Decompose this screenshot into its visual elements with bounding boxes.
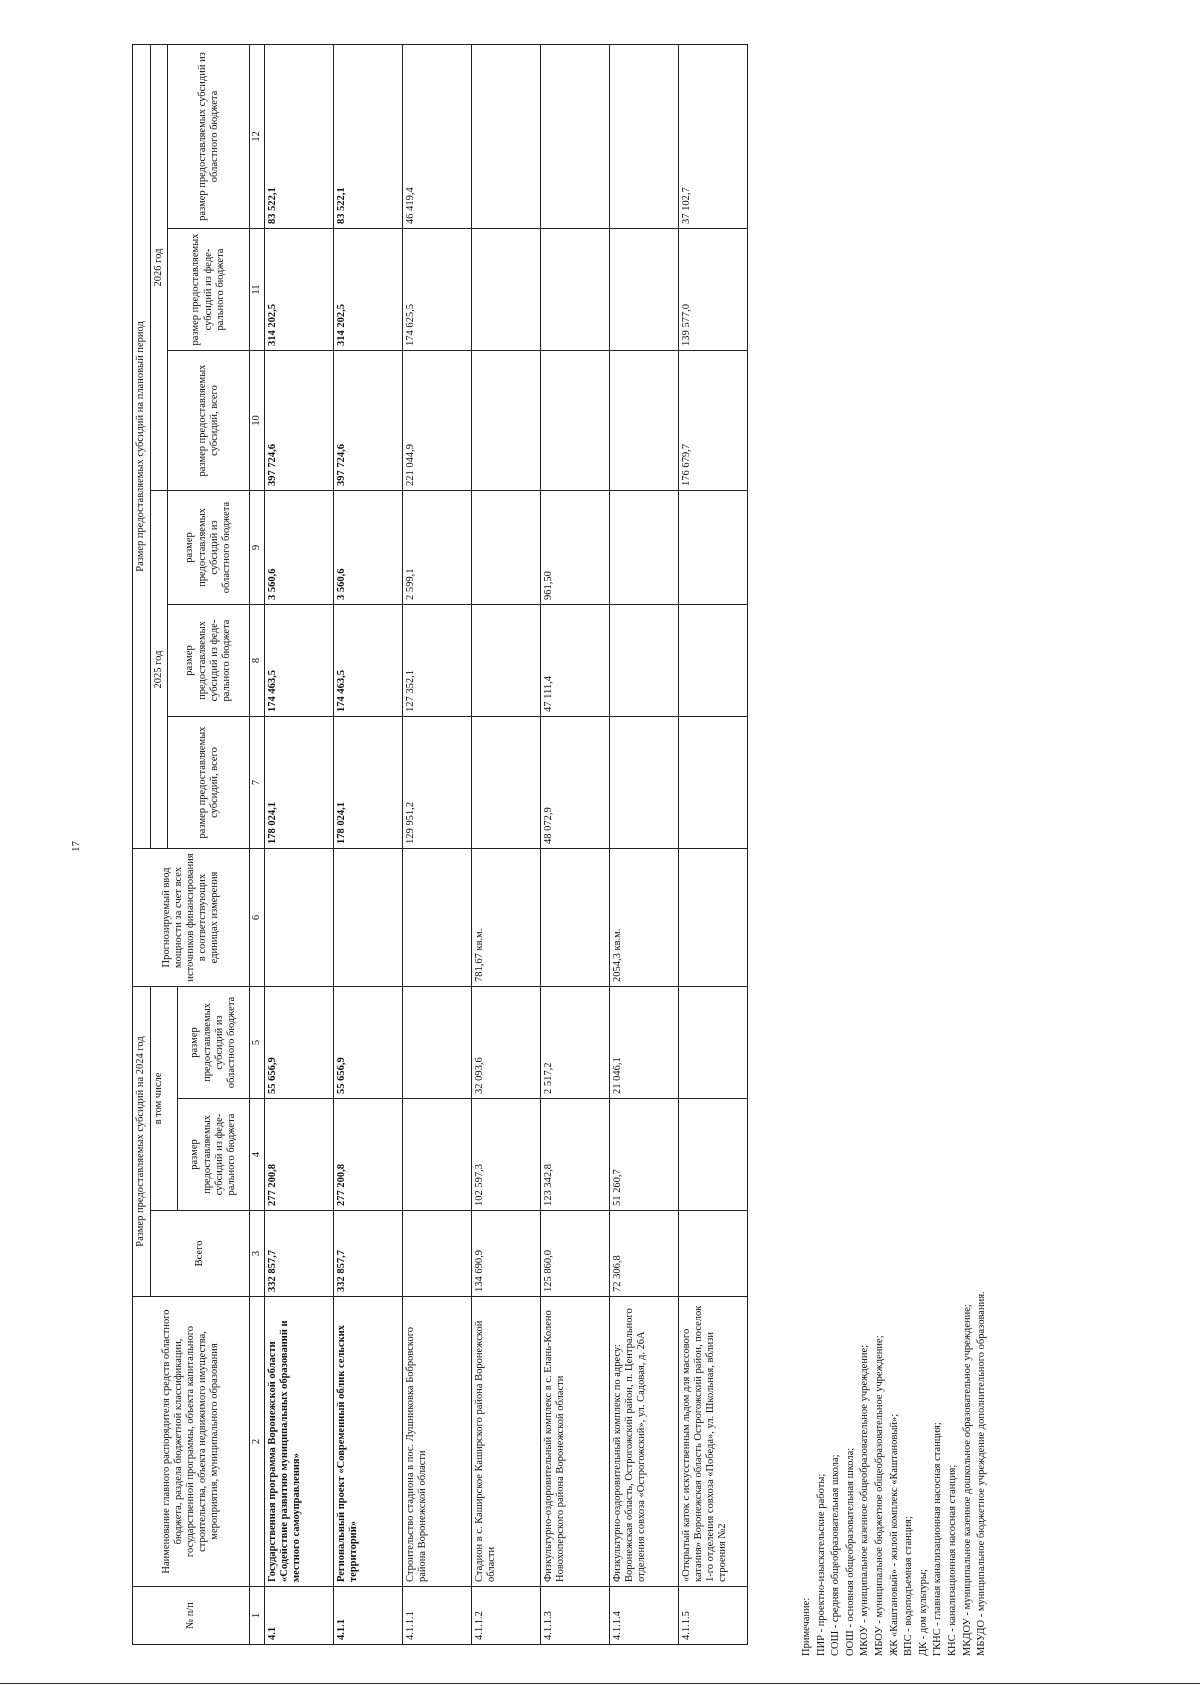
cell-obl-2025: [610, 491, 679, 605]
cell-fed-2025: [679, 605, 748, 717]
note-item: ООШ - основная общеобразовательная школа;: [844, 1447, 856, 1656]
row-num: 4.1: [265, 1587, 334, 1645]
header-2026-total: размер предоставляемых субсидий, всего: [168, 351, 250, 491]
cell-fed-2024: 277 200,8: [265, 1099, 334, 1211]
cell-fed-2024: [403, 1099, 472, 1211]
cell-total-2025: 178 024,1: [334, 717, 403, 849]
cell-total-2025: [472, 717, 541, 849]
row-num: 4.1.1.2: [472, 1587, 541, 1645]
table-row: [265, 44, 334, 1644]
header-2025-obl: размер предоставляемых субсидий из областного бюджета: [168, 491, 250, 605]
row-name: Физкультурно-оздоровительный комплекс в с. Елань-Колено Новохоперского района Воронежской области: [541, 1297, 610, 1587]
cell-obl-2025: 961,50: [541, 491, 610, 605]
row-num: 4.1.1.5: [679, 1587, 748, 1645]
cell-obl-2024: 2 517,2: [541, 987, 610, 1099]
header-name: Наименование главного распорядителя средств областного бюджета, раздела бюджетной классификации, государственной программы, объекта капитального строительства, объекта недвижимого имущества, мероприятия, муниципального образования: [133, 1297, 250, 1587]
col-number: 6: [250, 849, 265, 987]
note-item: ПИР - проектно-изыскательские работы;: [815, 1473, 827, 1656]
col-number: 10: [250, 351, 265, 491]
header-including: в том числе: [151, 987, 178, 1211]
cell-fed-2025: 174 463,5: [265, 605, 334, 717]
table-row: [472, 44, 541, 1644]
cell-total-2024: 134 690,9: [472, 1211, 541, 1297]
cell-fed-2026: [541, 229, 610, 351]
cell-capacity: [679, 849, 748, 987]
table-row: [610, 44, 679, 1644]
header-2026-fed: размер предоставляемых субсидий из феде-рального бюджета: [168, 229, 250, 351]
row-num: 4.1.1.3: [541, 1587, 610, 1645]
page-number: 17: [70, 841, 82, 852]
cell-total-2025: 48 072,9: [541, 717, 610, 849]
cell-fed-2024: 277 200,8: [334, 1099, 403, 1211]
note-item: ВПС - водоподъемная станция;: [903, 1516, 915, 1656]
cell-obl-2025: [472, 491, 541, 605]
col-number: 3: [250, 1211, 265, 1297]
cell-capacity: [334, 849, 403, 987]
notes-title: Примечание:: [801, 1597, 812, 1656]
cell-total-2024: 332 857,7: [265, 1211, 334, 1297]
cell-fed-2024: 51 260,7: [610, 1099, 679, 1211]
col-number: 1: [250, 1587, 265, 1645]
cell-total-2026: 397 724,6: [334, 351, 403, 491]
cell-total-2026: 397 724,6: [265, 351, 334, 491]
col-number: 7: [250, 717, 265, 849]
note-item: МБОУ - муниципальное бюджетное общеобразовательное учреждение;: [873, 1335, 885, 1656]
row-name: Региональный проект «Современный облик сельских территорий»: [334, 1297, 403, 1587]
header-year-2025: 2025 год: [151, 491, 168, 849]
cell-obl-2026: 83 522,1: [265, 44, 334, 228]
cell-fed-2026: [472, 229, 541, 351]
row-num: 4.1.1.4: [610, 1587, 679, 1645]
cell-obl-2026: [541, 44, 610, 228]
cell-obl-2024: 55 656,9: [265, 987, 334, 1099]
cell-total-2024: 72 306,8: [610, 1211, 679, 1297]
header-total: Всего: [151, 1211, 250, 1297]
cell-fed-2025: 127 352,1: [403, 605, 472, 717]
cell-capacity: 781,67 кв.м.: [472, 849, 541, 987]
cell-obl-2024: [679, 987, 748, 1099]
note-item: ЖК «Каштановый» - жилой комплекс «Каштановый»;: [888, 1413, 900, 1656]
notes-section: [800, 36, 990, 1656]
cell-total-2024: 125 860,0: [541, 1211, 610, 1297]
cell-capacity: [541, 849, 610, 987]
header-2024-fed: размер предоставляемых субсидий из феде-рального бюджета: [178, 1099, 250, 1211]
cell-obl-2026: 83 522,1: [334, 44, 403, 228]
header-2026-obl: размер предоставляемых субсидий из областного бюджета: [168, 44, 250, 228]
row-num: 4.1.1.1: [403, 1587, 472, 1645]
column-number-row: [250, 44, 265, 1644]
cell-total-2024: 332 857,7: [334, 1211, 403, 1297]
cell-obl-2024: 55 656,9: [334, 987, 403, 1099]
row-name: «Открытый каток с искусственным льдом для массового катания» Воронежская область Острогожский район, поселок 1-го отделения совхоза «Победа», ул. Школьная, вблизи строения №2: [679, 1297, 748, 1587]
header-year-2026: 2026 год: [151, 44, 168, 490]
cell-total-2026: 221 044,9: [403, 351, 472, 491]
row-num: 4.1.1: [334, 1587, 403, 1645]
col-number: 4: [250, 1099, 265, 1211]
col-number: 11: [250, 229, 265, 351]
cell-total-2026: [472, 351, 541, 491]
col-number: 9: [250, 491, 265, 605]
table-row: [334, 44, 403, 1644]
cell-capacity: 2054,3 кв.м.: [610, 849, 679, 987]
row-name: Физкультурно-оздоровительный комплекс по адресу: Воронежская область, Острогожский район, п. Центрального отделения совхоза «Острогожский», ул. Садовая, д. 26А: [610, 1297, 679, 1587]
table-row: [679, 44, 748, 1644]
cell-fed-2025: [472, 605, 541, 717]
cell-fed-2025: 47 111,4: [541, 605, 610, 717]
cell-total-2026: [541, 351, 610, 491]
cell-obl-2026: 46 419,4: [403, 44, 472, 228]
cell-fed-2024: [679, 1099, 748, 1211]
note-item: КНС - канализационная насосная станция;: [946, 1464, 958, 1656]
cell-capacity: [403, 849, 472, 987]
cell-fed-2026: 314 202,5: [334, 229, 403, 351]
col-number: 8: [250, 605, 265, 717]
table-row: [403, 44, 472, 1644]
cell-obl-2025: 3 560,6: [265, 491, 334, 605]
cell-total-2025: [679, 717, 748, 849]
header-2025-fed: размер предоставляемых субсидий из феде-рального бюджета: [168, 605, 250, 717]
cell-total-2025: [610, 717, 679, 849]
col-number: 2: [250, 1297, 265, 1587]
cell-total-2026: 176 679,7: [679, 351, 748, 491]
cell-total-2025: 178 024,1: [265, 717, 334, 849]
cell-fed-2026: [610, 229, 679, 351]
cell-total-2024: [679, 1211, 748, 1297]
table-row: [541, 44, 610, 1644]
note-item: МБУДО - муниципальное бюджетное учреждение дополнительного образования.: [976, 1291, 988, 1656]
cell-capacity: [265, 849, 334, 987]
header-2024-obl: размер предоставляемых субсидий из областного бюджета: [178, 987, 250, 1099]
cell-fed-2026: 174 625,5: [403, 229, 472, 351]
subsidies-table: [132, 44, 748, 1645]
header-planned-period: Размер предоставляемых субсидий на плановый период: [133, 44, 151, 848]
note-item: СОШ - средняя общеобразовательная школа;: [830, 1454, 842, 1656]
cell-obl-2025: 2 599,1: [403, 491, 472, 605]
header-2025-total: размер предоставляемых субсидий, всего: [168, 717, 250, 849]
header-num: № п/п: [133, 1587, 250, 1645]
cell-obl-2024: 21 046,1: [610, 987, 679, 1099]
rotated-table-container: [132, 45, 762, 1645]
col-number: 12: [250, 44, 265, 228]
cell-fed-2024: 123 342,8: [541, 1099, 610, 1211]
cell-obl-2025: [679, 491, 748, 605]
cell-obl-2026: 37 102,7: [679, 44, 748, 228]
cell-fed-2026: 139 577,0: [679, 229, 748, 351]
cell-fed-2025: 174 463,5: [334, 605, 403, 717]
cell-obl-2024: [403, 987, 472, 1099]
header-capacity: Прогнозируемый ввод мощности за счет всех источников финансирования в соответствующих единицах измерения: [133, 849, 250, 987]
row-name: Государственная программа Воронежской области «Содействие развитию муниципальных образований и местного самоуправления»: [265, 1297, 334, 1587]
cell-obl-2024: 32 093,6: [472, 987, 541, 1099]
cell-obl-2026: [610, 44, 679, 228]
col-number: 5: [250, 987, 265, 1099]
header-subs-2024: Размер предоставляемых субсидий на 2024 год: [133, 987, 151, 1297]
cell-fed-2026: 314 202,5: [265, 229, 334, 351]
note-item: МКОУ - муниципальное казенное общеобразовательное учреждение;: [859, 1344, 871, 1656]
cell-fed-2025: [610, 605, 679, 717]
cell-fed-2024: 102 597,3: [472, 1099, 541, 1211]
bottom-rule: [0, 1683, 1200, 1684]
cell-obl-2025: 3 560,6: [334, 491, 403, 605]
note-item: МКДОУ - муниципальное казенное дошкольное образовательное учреждение;: [961, 1304, 973, 1656]
cell-obl-2026: [472, 44, 541, 228]
row-name: Строительство стадиона в пос. Лушниковка Бобровского района Воронежской области: [403, 1297, 472, 1587]
cell-total-2025: 129 951,2: [403, 717, 472, 849]
row-name: Стадион в с. Каширское Каширского района Воронежской области: [472, 1297, 541, 1587]
note-item: ГКНС - главная канализационная насосная станция;: [932, 1422, 944, 1656]
note-item: ДК - дом культуры;: [917, 1569, 929, 1656]
cell-total-2024: [403, 1211, 472, 1297]
cell-total-2026: [610, 351, 679, 491]
